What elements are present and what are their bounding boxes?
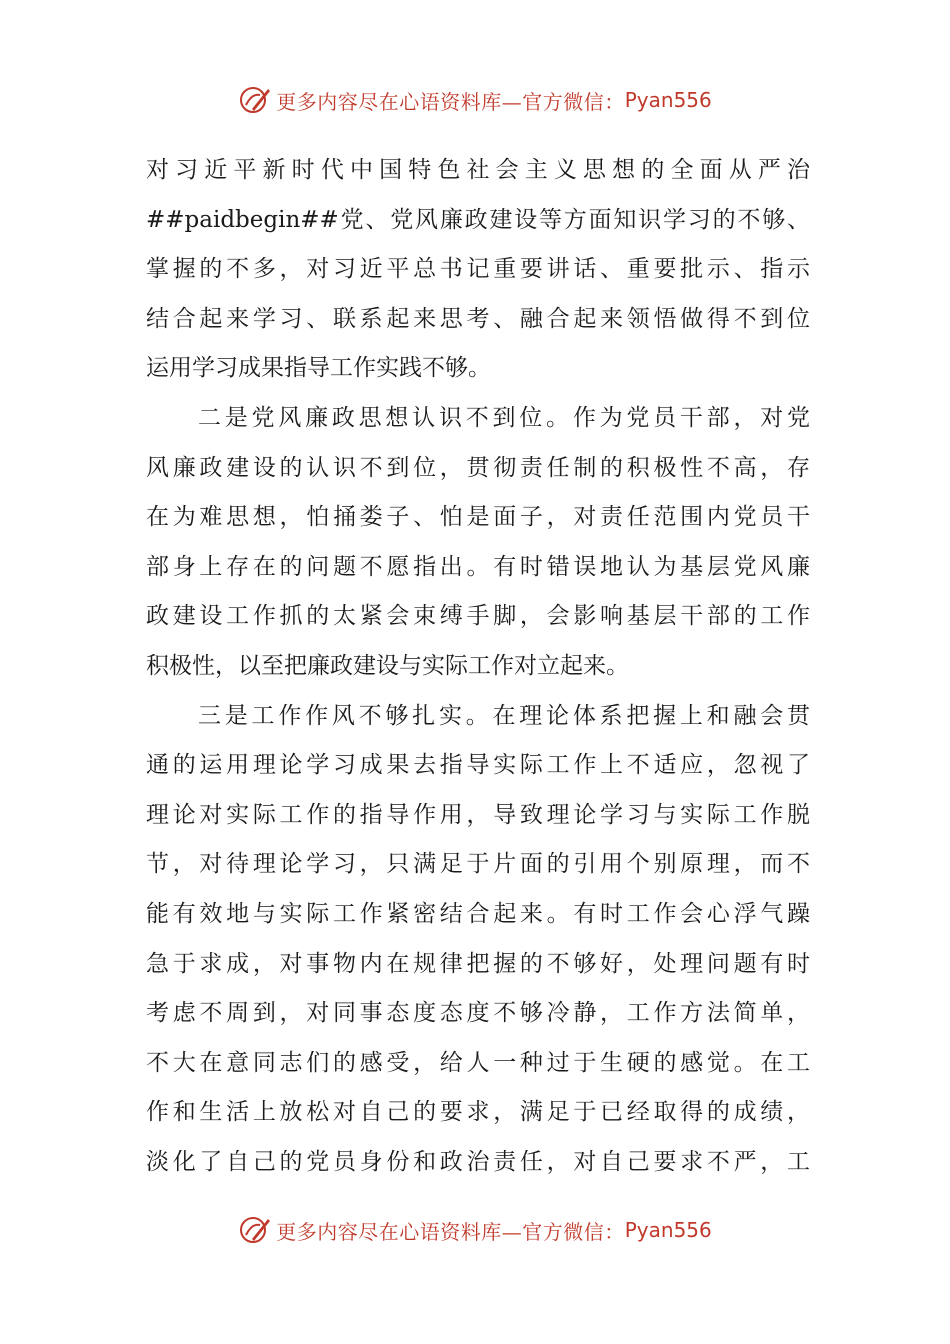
body-line: 运用学习成果指导工作实践不够。 [146,355,491,382]
header-banner-contact: Pyan556 [624,88,712,112]
body-line: 不大在意同志们的感受，给人一种过于生硬的感觉。在工 [146,1049,810,1076]
header-banner [0,80,950,120]
body-line: 在为难思想，怕捅娄子、怕是面子，对责任范围内党员干 [146,504,810,531]
body-line: 政建设工作抓的太紧会束缚手脚，会影响基层干部的工作 [146,603,810,630]
body-line: 积极性，以至把廉政建设与实际工作对立起来。 [146,652,629,679]
footer-banner-text: 更多内容尽在心语资料库—官方微信： [276,1219,625,1244]
pen-logo-icon [238,83,272,117]
body-line: 淡化了自己的党员身份和政治责任，对自己要求不严，工 [146,1148,810,1175]
body-line: 对习近平新时代中国特色社会主义思想的全面从严治 [146,157,810,183]
body-line: 掌握的不多，对习近平总书记重要讲话、重要批示、指示 [146,256,810,283]
body-line: 通的运用理论学习成果去指导实际工作上不适应，忽视了 [146,752,810,779]
body-line: 急于求成，对事物内在规律把握的不够好，处理问题有时 [146,950,810,977]
pen-logo-icon [238,1213,272,1247]
body-line: 能有效地与实际工作紧密结合起来。有时工作会心浮气躁 [146,900,810,927]
body-line: 三是工作作风不够扎实。在理论体系把握上和融会贯 [198,702,810,729]
body-line: 考虑不周到，对同事态度态度不够冷静，工作方法简单， [146,1000,810,1027]
body-line: 部身上存在的问题不愿指出。有时错误地认为基层党风廉 [146,553,810,580]
header-banner-text: 更多内容尽在心语资料库—官方微信： [276,89,625,114]
footer-banner-contact: Pyan556 [624,1218,712,1242]
body-line: 结合起来学习、联系起来思考、融合起来领悟做得不到位 [146,305,810,332]
body-line: ##paidbegin##党、党风廉政建设等方面知识学习的不够、 [146,206,810,233]
body-line: 二是党风廉政思想认识不到位。作为党员干部，对党 [198,404,810,431]
body-line: 节，对待理论学习，只满足于片面的引用个别原理，而不 [146,851,810,878]
body-line: 理论对实际工作的指导作用，导致理论学习与实际工作脱 [146,801,810,828]
footer-banner [0,1210,950,1250]
body-line: 作和生活上放松对自己的要求，满足于已经取得的成绩， [146,1099,810,1126]
document-body [146,146,810,1187]
body-line: 风廉政建设的认识不到位，贯彻责任制的积极性不高，存 [146,454,810,481]
